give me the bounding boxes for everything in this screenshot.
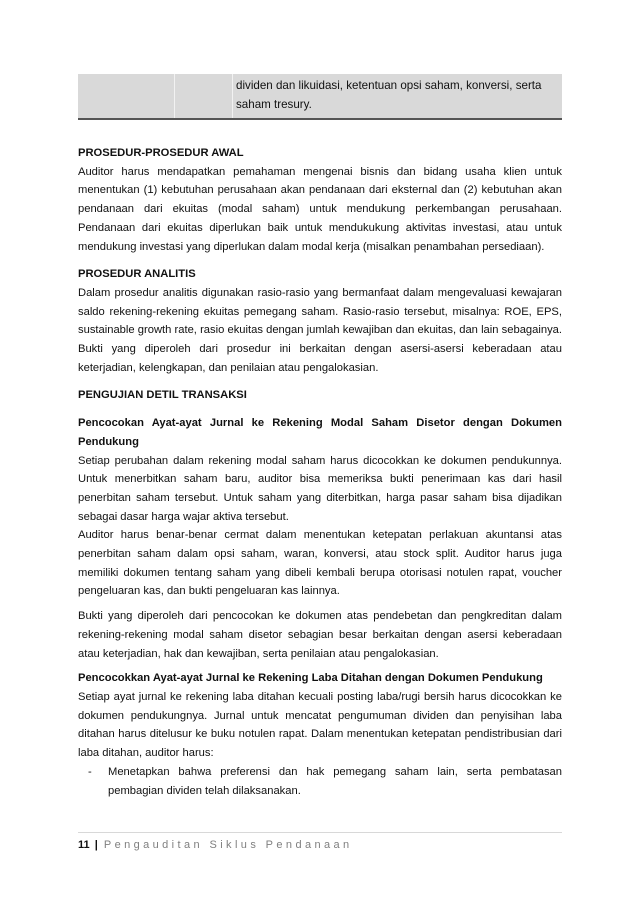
bullet-list xyxy=(78,763,562,800)
section-heading-pengujian-detil: PENGUJIAN DETIL TRANSAKSI xyxy=(78,389,247,402)
paragraph: Auditor harus mendapatkan pemahaman mengenai bisnis dan bidang usaha klien untuk menentukan (1) kebutuhan perusahaan akan pendanaan dari eksternal dan (2) kebutuhan akan pendanaan dari ekuitas (modal saham) untuk mendukung perkembangan perusahaan. Pendanaan dari ekuitas diperlukan baik untuk mendukukung aktivitas investasi, atau untuk mendukung investasi yang diperlukan dalam modal kerja (misalkan penambahan persediaan). xyxy=(78,165,562,253)
section-heading-prosedur-awal: PROSEDUR-PROSEDUR AWAL xyxy=(78,147,244,159)
paragraph: Auditor harus benar-benar cermat dalam menentukan ketepatan perlakuan akuntansi atas penerbitan saham dalam opsi saham, waran, konversi, atau stock split. Auditor harus juga memiliki dokumen tentang saham yang dibeli kembali berupa otorisasi notulen rapat, voucher pengeluaran kas, dan bukti pengeluaran kas lainnya. xyxy=(78,529,562,598)
subsection-heading-laba-ditahan: Pencocokkan Ayat-ayat Jurnal ke Rekening Laba Ditahan dengan Dokumen Pendukung xyxy=(78,672,543,685)
footer-separator: | xyxy=(94,839,98,851)
subsection-heading-modal-saham: Pencocokan Ayat-ayat Jurnal ke Rekening Modal Saham Disetor dengan Dokumen Pendukung xyxy=(78,417,562,448)
footer-divider xyxy=(78,832,562,833)
table-cell-text xyxy=(236,76,558,114)
paragraph: Bukti yang diperoleh dari pencocokan ke dokumen atas pendebetan dan pengkreditan dalam rekening-rekening modal saham disetor sebagian besar berkaitan dengan asersi keberadaan atau keterjadian, hak dan kewajiban, serta penilaian atau pengalokasian. xyxy=(78,610,562,660)
section-heading-prosedur-analitis: PROSEDUR ANALITIS xyxy=(78,268,196,281)
page-number: 11 xyxy=(78,839,90,851)
table-cell-empty xyxy=(78,74,175,118)
paragraph: Setiap ayat jurnal ke rekening laba ditahan kecuali posting laba/rugi bersih harus dicocokkan ke dokumen pendukungnya. Jurnal untuk mencatat pengumuman dividen dan penyisihan laba ditahan harus ditelusur ke buku notulen rapat. Dalam menentukan ketepatan pendistribusian dari laba ditahan, auditor harus: xyxy=(78,690,562,760)
paragraph: Dalam prosedur analitis digunakan rasio-rasio yang bermanfaat dalam mengevaluasi kewajaran saldo rekening-rekening ekuitas pemegang saham. Rasio-rasio tersebut, misalnya: ROE, EPS, sustainable growth rate, rasio ekuitas dengan jumlah kewajiban dan ekuitas, dan lain sebagainya. Bukti yang diperoleh dari prosedur ini berkaitan dengan asersi-asersi keberadaan atau keterjadian, kelengkapan, dan penilaian atau pengalokasian. xyxy=(78,286,562,374)
table-cell-line: saham tresury. xyxy=(236,98,312,111)
paragraph: Setiap perubahan dalam rekening modal saham harus dicocokkan ke dokumen pendukunnya. Untuk menerbitkan saham baru, auditor bisa memeriksa bukti penerimaan kas dari hasil penerbitan saham tersebut. Untuk saham yang diterbitkan, harga pasar saham bisa dijadikan sebagai dasar harga wajar aktiva tersebut. xyxy=(78,454,562,523)
table-cell-line: dividen dan likuidasi, ketentuan opsi saham, konversi, serta xyxy=(236,79,542,92)
list-item xyxy=(88,763,562,800)
document-body xyxy=(78,144,562,800)
list-item-text: Menetapkan bahwa preferensi dan hak pemegang saham lain, serta pembatasan pembagian dividen telah dilaksanakan. xyxy=(108,765,562,797)
footer-title: Pengauditan Siklus Pendanaan xyxy=(103,839,353,851)
table-cell-empty xyxy=(176,74,233,118)
continued-table-row xyxy=(78,74,562,120)
list-dash-marker: - xyxy=(88,765,92,778)
page-footer xyxy=(78,839,353,851)
